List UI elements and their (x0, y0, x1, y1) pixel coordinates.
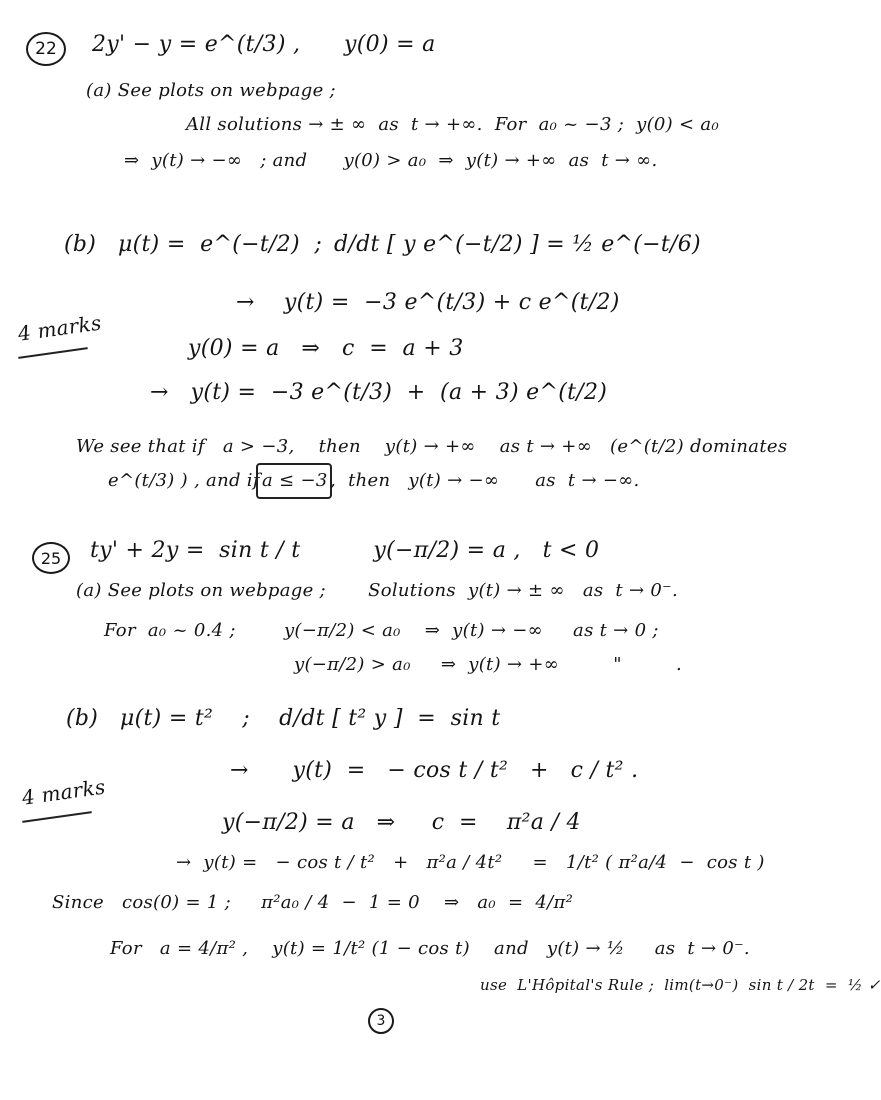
problem-22-initial-condition: y(0) = a ⇒ c = a + 3 (188, 336, 464, 361)
problem-22-conclusion-line-3: , then y(t) → −∞ as t → −∞. (330, 470, 640, 491)
problem-22-part-b-mu: (b) μ(t) = e^(−t/2) ; (64, 232, 323, 257)
problem-25-part-a: (a) See plots on webpage ; Solutions y(t) → ± ∞ as t → 0⁻. (76, 580, 678, 601)
problem-25-equation: ty' + 2y = sin t / t y(−π/2) = a , t < 0 (90, 538, 600, 563)
problem-22-conclusion-line-1: We see that if a > −3, then y(t) → +∞ as t → +∞ (e^(t/2) dominates (76, 436, 788, 457)
problem-25-marks-underline (22, 811, 92, 823)
problem-25-initial-condition: y(−π/2) = a ⇒ c = π²a / 4 (222, 810, 581, 835)
problem-25-part-a-line-1: For a₀ ~ 0.4 ; y(−π/2) < a₀ ⇒ y(t) → −∞ as t → 0 ; (104, 620, 659, 641)
problem-22-part-a-line-2: ⇒ y(t) → −∞ ; and y(0) > a₀ ⇒ y(t) → +∞ as t → ∞. (124, 150, 658, 171)
problem-25-part-a-line-2: y(−π/2) > a₀ ⇒ y(t) → +∞ " . (294, 654, 682, 675)
problem-22-conclusion-line-2: e^(t/3) ) , and if (108, 470, 260, 491)
problem-25-general-solution: → y(t) = − cos t / t² + c / t² . (230, 758, 639, 783)
problem-25-final-line: For a = 4/π² , y(t) = 1/t² (1 − cos t) and y(t) → ½ as t → 0⁻. (110, 938, 750, 959)
problem-22-boxed-condition: a ≤ −3 (262, 470, 328, 491)
page-number: 3 (368, 1008, 394, 1034)
problem-22-equation: 2y' − y = e^(t/3) , y(0) = a (92, 32, 436, 57)
problem-22-particular-solution: → y(t) = −3 e^(t/3) + (a + 3) e^(t/2) (150, 380, 608, 405)
problem-25-number: 25 (32, 542, 70, 574)
problem-22-part-a: (a) See plots on webpage ; (86, 80, 336, 101)
problem-22-marks: 4 marks (16, 310, 103, 346)
problem-25-marks: 4 marks (20, 774, 107, 810)
problem-22-part-b-derivative: d/dt [ y e^(−t/2) ] = ½ e^(−t/6) (334, 232, 701, 257)
problem-22-general-solution: → y(t) = −3 e^(t/3) + c e^(t/2) (236, 290, 620, 315)
problem-22-part-a-line-1: All solutions → ± ∞ as t → +∞. For a₀ ~ −3 ; y(0) < a₀ (186, 114, 719, 135)
problem-25-part-b-mu: (b) μ(t) = t² ; d/dt [ t² y ] = sin t (66, 706, 501, 731)
problem-25-since-line: Since cos(0) = 1 ; π²a₀ / 4 − 1 = 0 ⇒ a₀ = 4/π² (52, 892, 574, 913)
problem-25-particular-solution: → y(t) = − cos t / t² + π²a / 4t² = 1/t² ( π²a/4 − cos t ) (176, 852, 765, 873)
problem-25-lhopital-note: use L'Hôpital's Rule ; lim(t→0⁻) sin t / 2t = ½ ✓ (480, 976, 881, 994)
problem-22-number: 22 (26, 32, 66, 66)
problem-22-marks-underline (18, 347, 88, 359)
